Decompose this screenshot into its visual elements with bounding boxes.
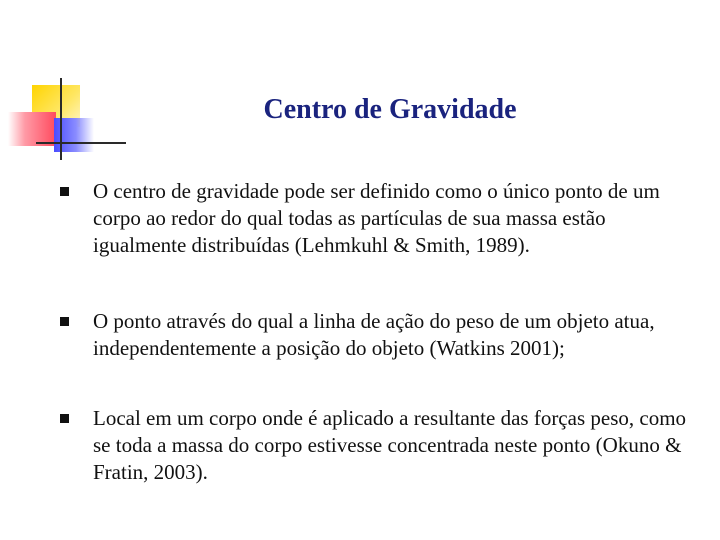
bullet-text: Local em um corpo onde é aplicado a resultante das forças peso, como se toda a massa do corpo estivesse concentrada neste ponto (Okuno & Fratin, 2003).	[93, 406, 687, 484]
square-bullet-icon	[60, 187, 69, 196]
slide-title: Centro de Gravidade	[263, 94, 517, 125]
logo-vertical-line	[60, 78, 62, 160]
bullet-text: O centro de gravidade pode ser definido como o único ponto de um corpo ao redor do qual todas as partículas de sua massa estão igualmente distribuídas (Lehmkuhl & Smith, 1989).	[93, 179, 660, 257]
bullet-text: O ponto através do qual a linha de ação do peso de um objeto atua, independentemente a posição do objeto (Watkins 2001);	[93, 309, 655, 360]
square-bullet-icon	[60, 414, 69, 423]
decorative-logo	[0, 0, 110, 170]
square-bullet-icon	[60, 317, 69, 326]
logo-red-bar	[8, 112, 56, 146]
logo-horizontal-line	[36, 142, 126, 144]
